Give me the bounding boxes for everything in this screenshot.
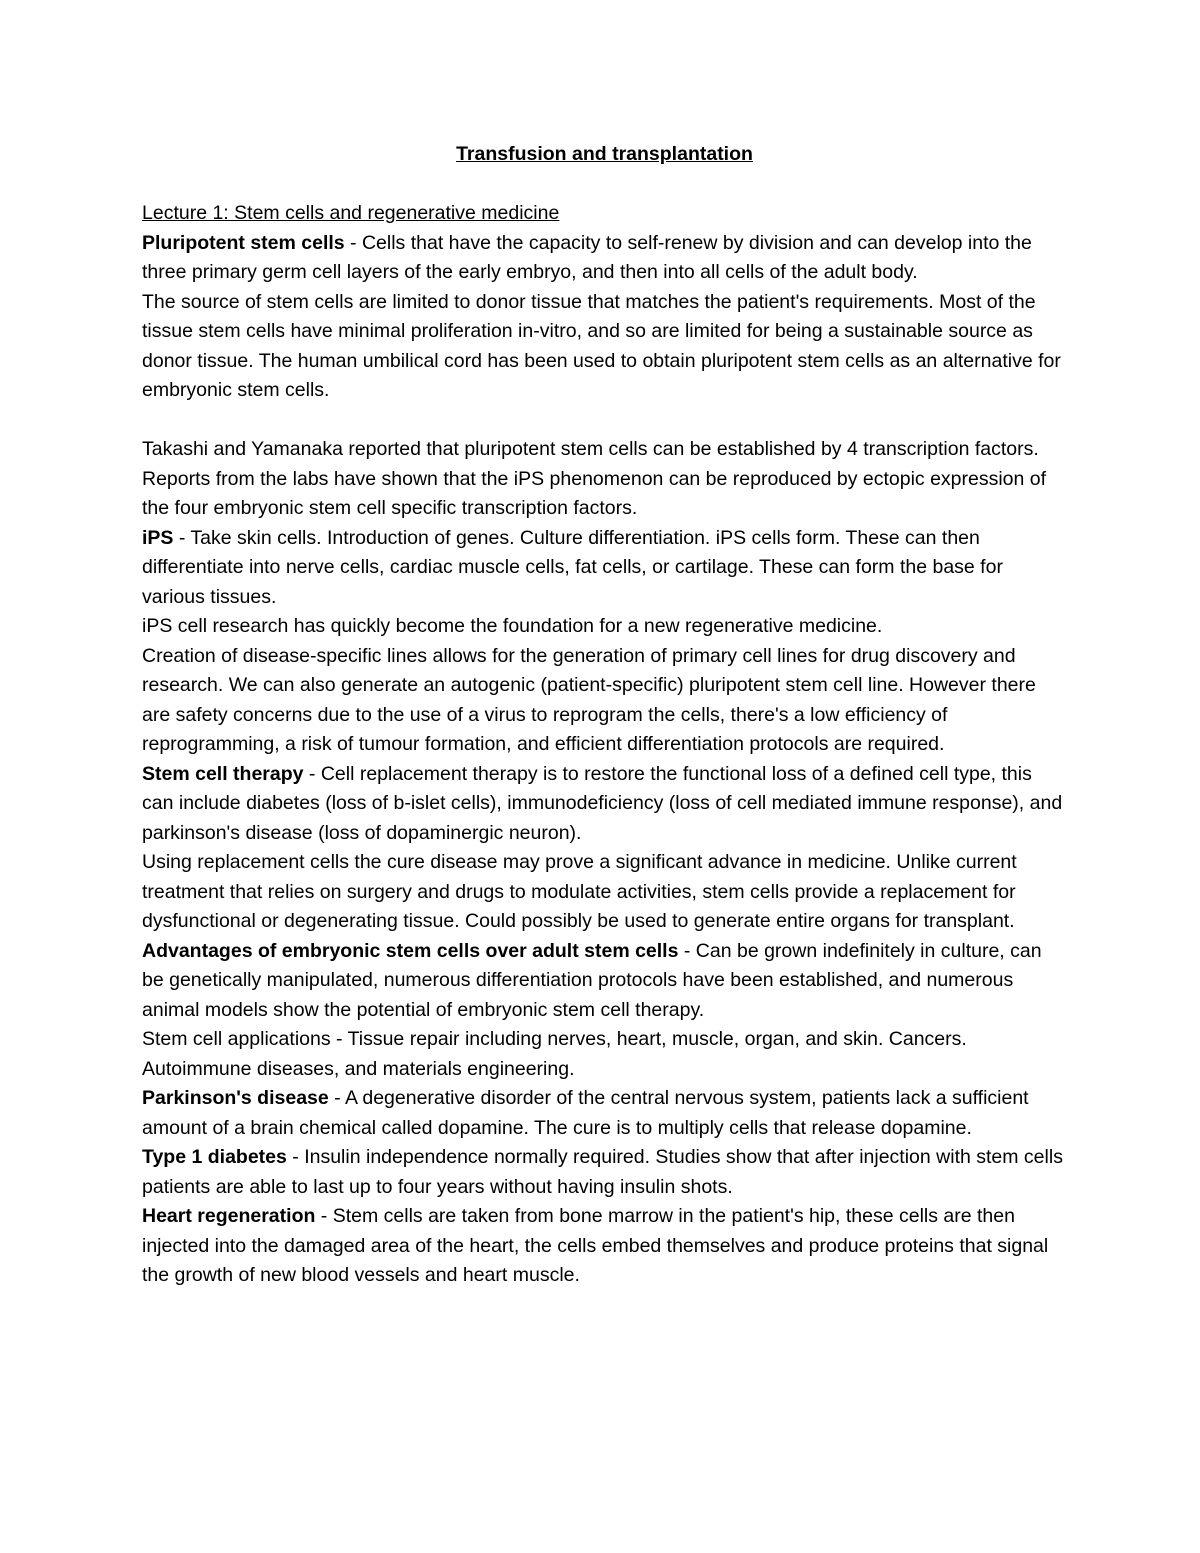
- paragraph-text: Using replacement cells the cure disease may prove a significant advance in medicine. Unlike current treatment that relies on surgery and drugs to modulate activities, stem cells provide a replacement for dysfunctional or degenerating tissue. Could possibly be used to generate entire organs for transplant.: [142, 851, 1017, 932]
- lecture-heading: Lecture 1: Stem cells and regenerative medicine: [142, 202, 560, 224]
- paragraph-replacement-cells: [142, 848, 1067, 937]
- document-title: Transfusion and transplantation: [456, 143, 753, 165]
- paragraph-disease-lines: [142, 642, 1067, 760]
- term-label: Pluripotent stem cells: [142, 231, 345, 254]
- paragraph-applications: [142, 1025, 1067, 1084]
- paragraph-ips: [142, 524, 1067, 613]
- paragraph-text: - Stem cells are taken from bone marrow in the patient's hip, these cells are then injected into the damaged area of the heart, the cells embed themselves and produce proteins that signal the growth of new blood vessels and heart muscle.: [142, 1205, 1049, 1286]
- term-label: iPS: [142, 526, 174, 549]
- paragraph-type1-diabetes: [142, 1143, 1067, 1202]
- term-label: Heart regeneration: [142, 1205, 316, 1227]
- paragraph-text: - Cell replacement therapy is to restore the functional loss of a defined cell type, this can include diabetes (loss of b-islet cells), immunodeficiency (loss of cell mediated immune response), and parkinson's disease (loss of dopaminergic neuron).: [142, 762, 1063, 844]
- term-label: Type 1 diabetes: [142, 1146, 287, 1168]
- paragraph-text: iPS cell research has quickly become the foundation for a new regenerative medicine.: [142, 615, 883, 637]
- paragraph-heart-regeneration: [142, 1202, 1067, 1291]
- paragraph-text: - Cells that have the capacity to self-renew by division and can develop into the three primary germ cell layers of the early embryo, and then into all cells of the adult body.: [142, 231, 1032, 283]
- term-label: Advantages of embryonic stem cells over adult stem cells: [142, 939, 679, 962]
- blank-line: [142, 406, 1067, 436]
- paragraph-text: Creation of disease-specific lines allows for the generation of primary cell lines for drug discovery and research. We can also generate an autogenic (patient-specific) pluripotent stem cell line. However there are safety concerns due to the use of a virus to reprogram the cells, there's a low efficiency of reprogramming, a risk of tumour formation, and efficient differentiation protocols are required.: [142, 644, 1036, 755]
- paragraph-advantages: [142, 937, 1067, 1026]
- paragraph-text: - Can be grown indefinitely in culture, can be genetically manipulated, numerous differentiation protocols have been established, and numerous animal models show the potential of embryonic stem cell therapy.: [142, 939, 1042, 1021]
- paragraph-text: - Take skin cells. Introduction of genes. Culture differentiation. iPS cells form. These can then differentiate into nerve cells, cardiac muscle cells, fat cells, or cartilage. These can form the base for various tissues.: [142, 526, 1003, 608]
- paragraph-stem-cell-therapy: [142, 760, 1067, 849]
- paragraph-text: Stem cell applications - Tissue repair including nerves, heart, muscle, organ, and skin. Cancers. Autoimmune diseases, and materials engineering.: [142, 1028, 967, 1080]
- paragraph-parkinsons: [142, 1084, 1067, 1143]
- paragraph-text: Takashi and Yamanaka reported that pluripotent stem cells can be established by 4 transcription factors. Reports from the labs have shown that the iPS phenomenon can be reproduced by ectopic expression of the four embryonic stem cell specific transcription factors.: [142, 438, 1047, 519]
- paragraph-text: - Insulin independence normally required. Studies show that after injection with stem cells patients are able to last up to four years without having insulin shots.: [142, 1146, 1063, 1198]
- paragraph-ips-research: [142, 612, 1067, 642]
- paragraph-stem-source: [142, 288, 1067, 406]
- paragraph-text: - A degenerative disorder of the central nervous system, patients lack a sufficient amount of a brain chemical called dopamine. The cure is to multiply cells that release dopamine.: [142, 1087, 1029, 1139]
- term-label: Stem cell therapy: [142, 762, 304, 785]
- document-page: [142, 140, 1067, 1291]
- paragraph-yamanaka: [142, 435, 1067, 524]
- paragraph-pluripotent: [142, 229, 1067, 288]
- paragraph-text: The source of stem cells are limited to donor tissue that matches the patient's requirements. Most of the tissue stem cells have minimal proliferation in-vitro, and so are limited for being a sustainable source as donor tissue. The human umbilical cord has been used to obtain pluripotent stem cells as an alternative for embryonic stem cells.: [142, 290, 1061, 401]
- term-label: Parkinson's disease: [142, 1087, 329, 1109]
